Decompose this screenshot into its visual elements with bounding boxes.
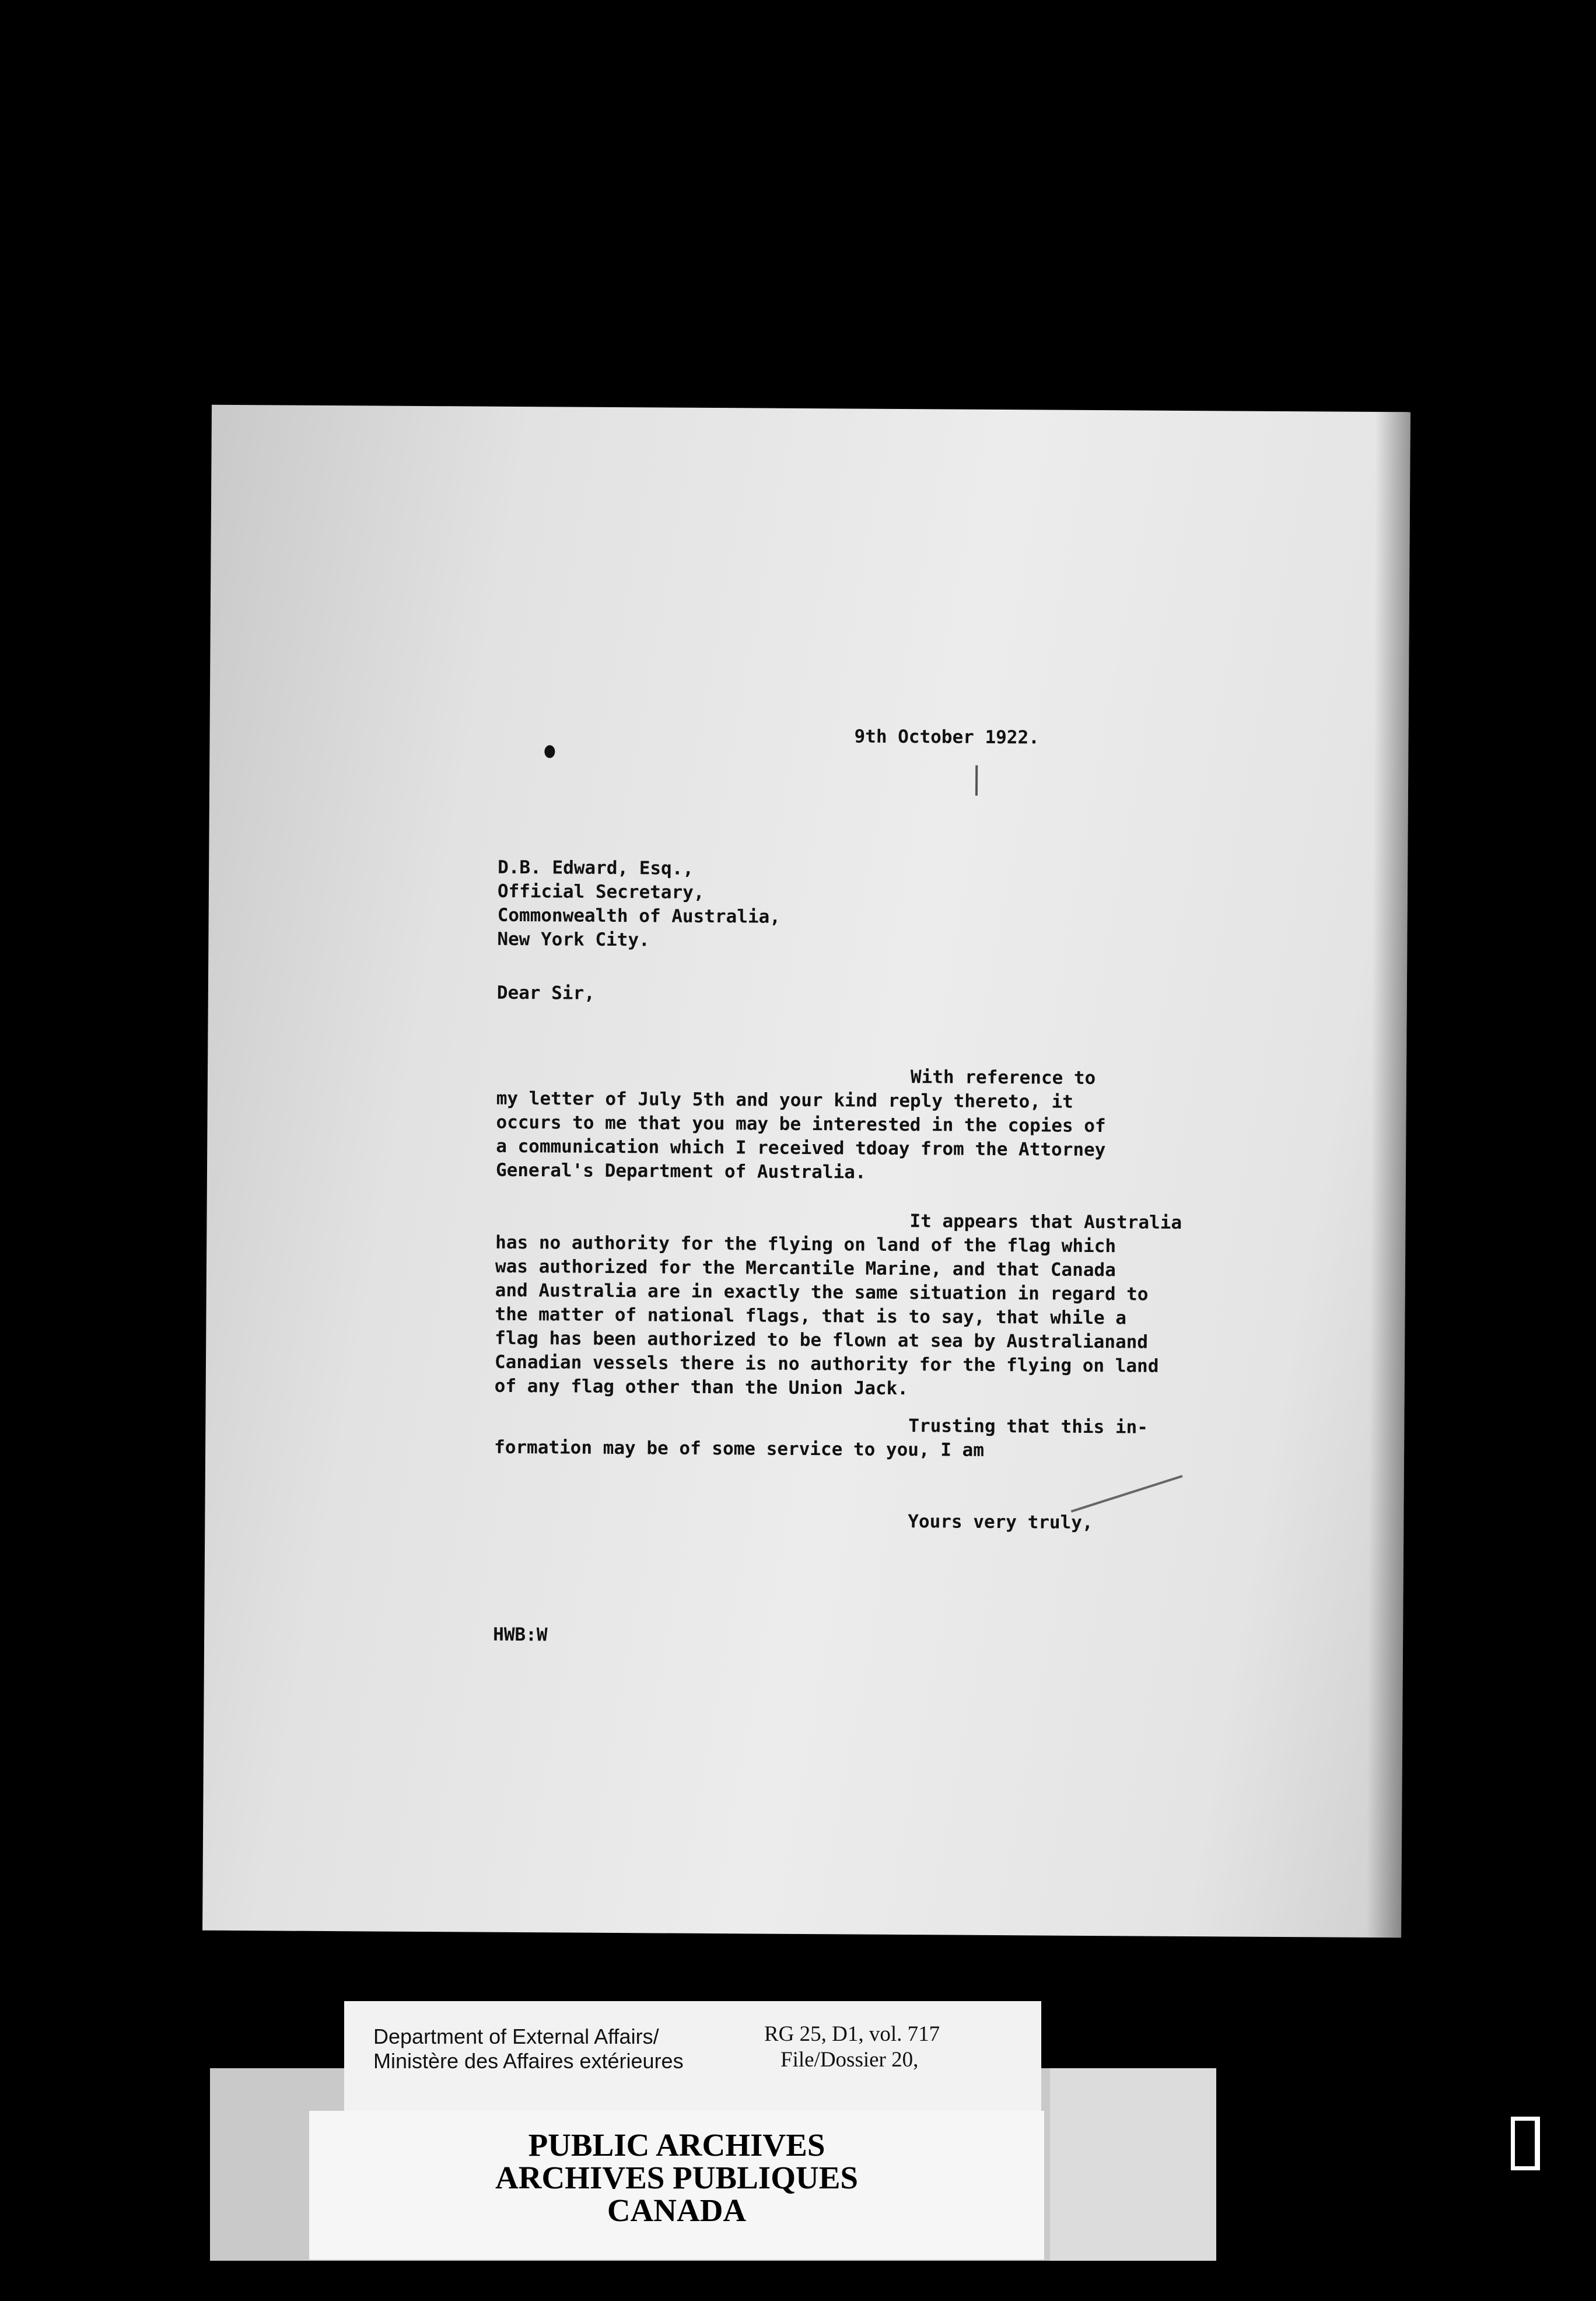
- address-line: Official Secretary,: [497, 880, 705, 903]
- typist-initials: HWB:W: [493, 1624, 548, 1646]
- signature-stroke: [1071, 1475, 1183, 1512]
- paragraph1-first-line: With reference to: [910, 1066, 1096, 1089]
- text-line: was authorized for the Mercantile Marine, and that Canada: [495, 1256, 1116, 1281]
- paragraph2-first-line: It appears that Australia: [909, 1211, 1182, 1233]
- paragraph3: [494, 1436, 984, 1463]
- address-line: D.B. Edward, Esq.,: [498, 856, 694, 879]
- text-line: formation may be of some service to you, I am: [494, 1436, 985, 1461]
- text-line: Canadian vessels there is no authority for the flying on land: [494, 1351, 1159, 1377]
- department-english: Department of External Affairs/: [373, 2024, 659, 2048]
- pencil-mark: [975, 765, 978, 796]
- text-line: my letter of July 5th and your kind reply thereto, it: [496, 1087, 1074, 1113]
- archives-country: CANADA: [607, 2192, 747, 2228]
- text-line: has no authority for the flying on land of the flag which: [495, 1232, 1116, 1257]
- archives-french: ARCHIVES PUBLIQUES: [495, 2160, 858, 2195]
- ink-mark: [544, 745, 555, 758]
- address-line: New York City.: [497, 928, 650, 951]
- department-french: Ministère des Affaires extérieures: [373, 2049, 684, 2073]
- text-line: the matter of national flags, that is to say, that while a: [495, 1303, 1127, 1329]
- closing: Yours very truly,: [908, 1511, 1093, 1534]
- letter-page: [202, 405, 1410, 1938]
- recipient-address: [497, 856, 780, 953]
- letter-date: 9th October 1922.: [854, 726, 1040, 749]
- archive-card-base-right: [1050, 2068, 1216, 2261]
- text-line: occurs to me that you may be interested in the copies of: [496, 1111, 1106, 1137]
- paragraph1: [496, 1087, 1106, 1186]
- text-line: a communication which I received tdoay from the Attorney: [496, 1135, 1106, 1161]
- paragraph3-first-line: Trusting that this in-: [908, 1415, 1149, 1438]
- text-line: flag has been authorized to be flown at sea by Australianand: [495, 1327, 1149, 1353]
- text-line: and Australia are in exactly the same situation in regard to: [495, 1279, 1149, 1305]
- text-line: of any flag other than the Union Jack.: [494, 1375, 909, 1400]
- file-reference: File/Dossier 20,: [780, 2048, 919, 2072]
- address-line: Commonwealth of Australia,: [497, 904, 781, 928]
- record-group-reference: RG 25, D1, vol. 717: [764, 2022, 940, 2046]
- text-line: General's Department of Australia.: [495, 1159, 866, 1183]
- paragraph2: [495, 1231, 1160, 1403]
- archives-english: PUBLIC ARCHIVES: [528, 2127, 825, 2163]
- salutation: Dear Sir,: [496, 982, 595, 1004]
- frame-marker-icon: [1511, 2117, 1540, 2170]
